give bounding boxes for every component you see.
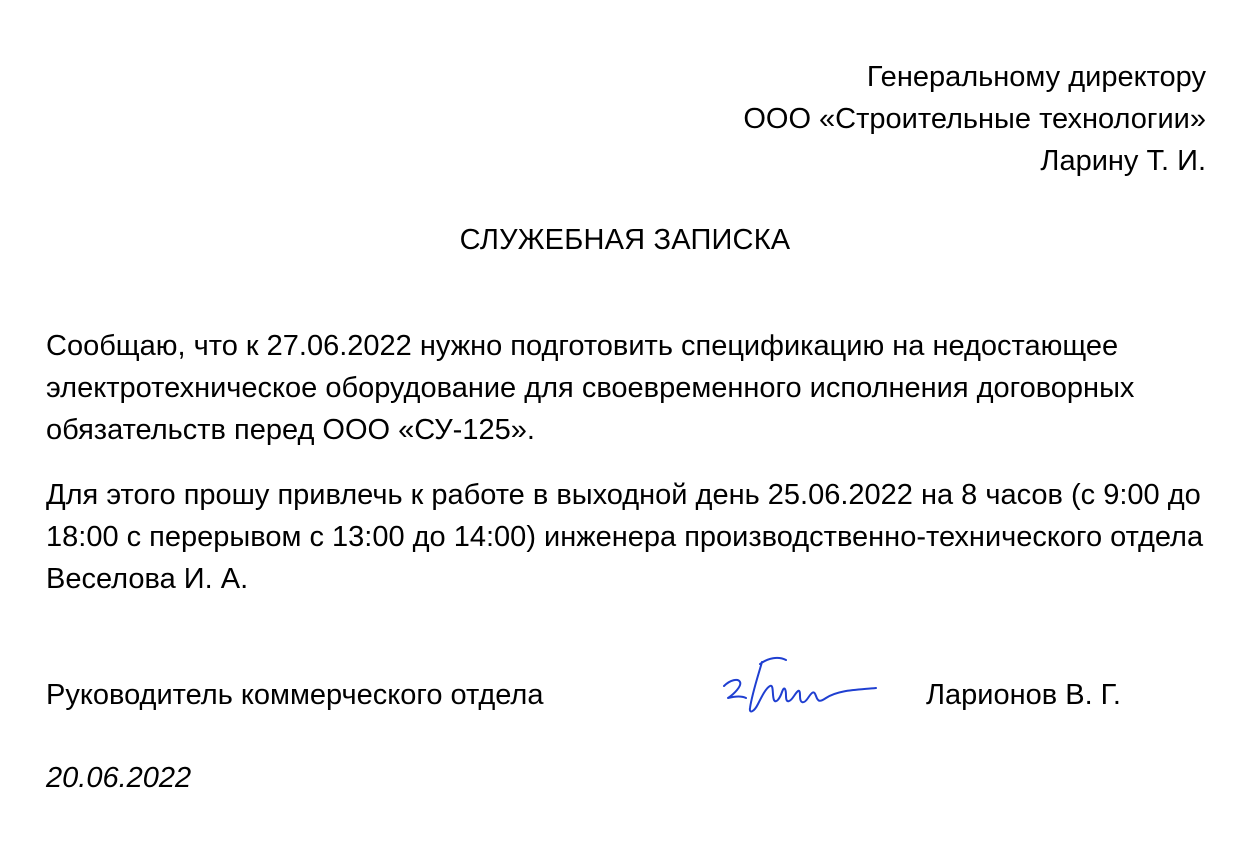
body-paragraph-1: Сообщаю, что к 27.06.2022 нужно подготовить спецификацию на недостающее электротехническое оборудование для своевременного исполнения договорных обязательств перед ООО «СУ-125».: [46, 330, 1135, 446]
signature-row: [46, 674, 1206, 724]
addressee-position: Генеральному директору: [866, 61, 1206, 93]
signer-name: Ларионов В. Г.: [926, 679, 1121, 711]
document-date: 20.06.2022: [46, 762, 192, 794]
signer-position: Руководитель коммерческого отдела: [46, 679, 544, 711]
addressee-name: Ларину Т. И.: [1040, 145, 1206, 177]
handwritten-signature: [716, 642, 886, 732]
body-paragraph-2: Для этого прошу привлечь к работе в выходной день 25.06.2022 на 8 часов (с 9:00 до 18:00 с перерывом с 13:00 до 14:00) инженера производственно-технического отдела Веселова И. А.: [46, 479, 1204, 595]
document-title: СЛУЖЕБНАЯ ЗАПИСКА: [459, 224, 791, 256]
addressee-company: ООО «Строительные технологии»: [743, 103, 1206, 135]
addressee-block: [743, 56, 1206, 182]
